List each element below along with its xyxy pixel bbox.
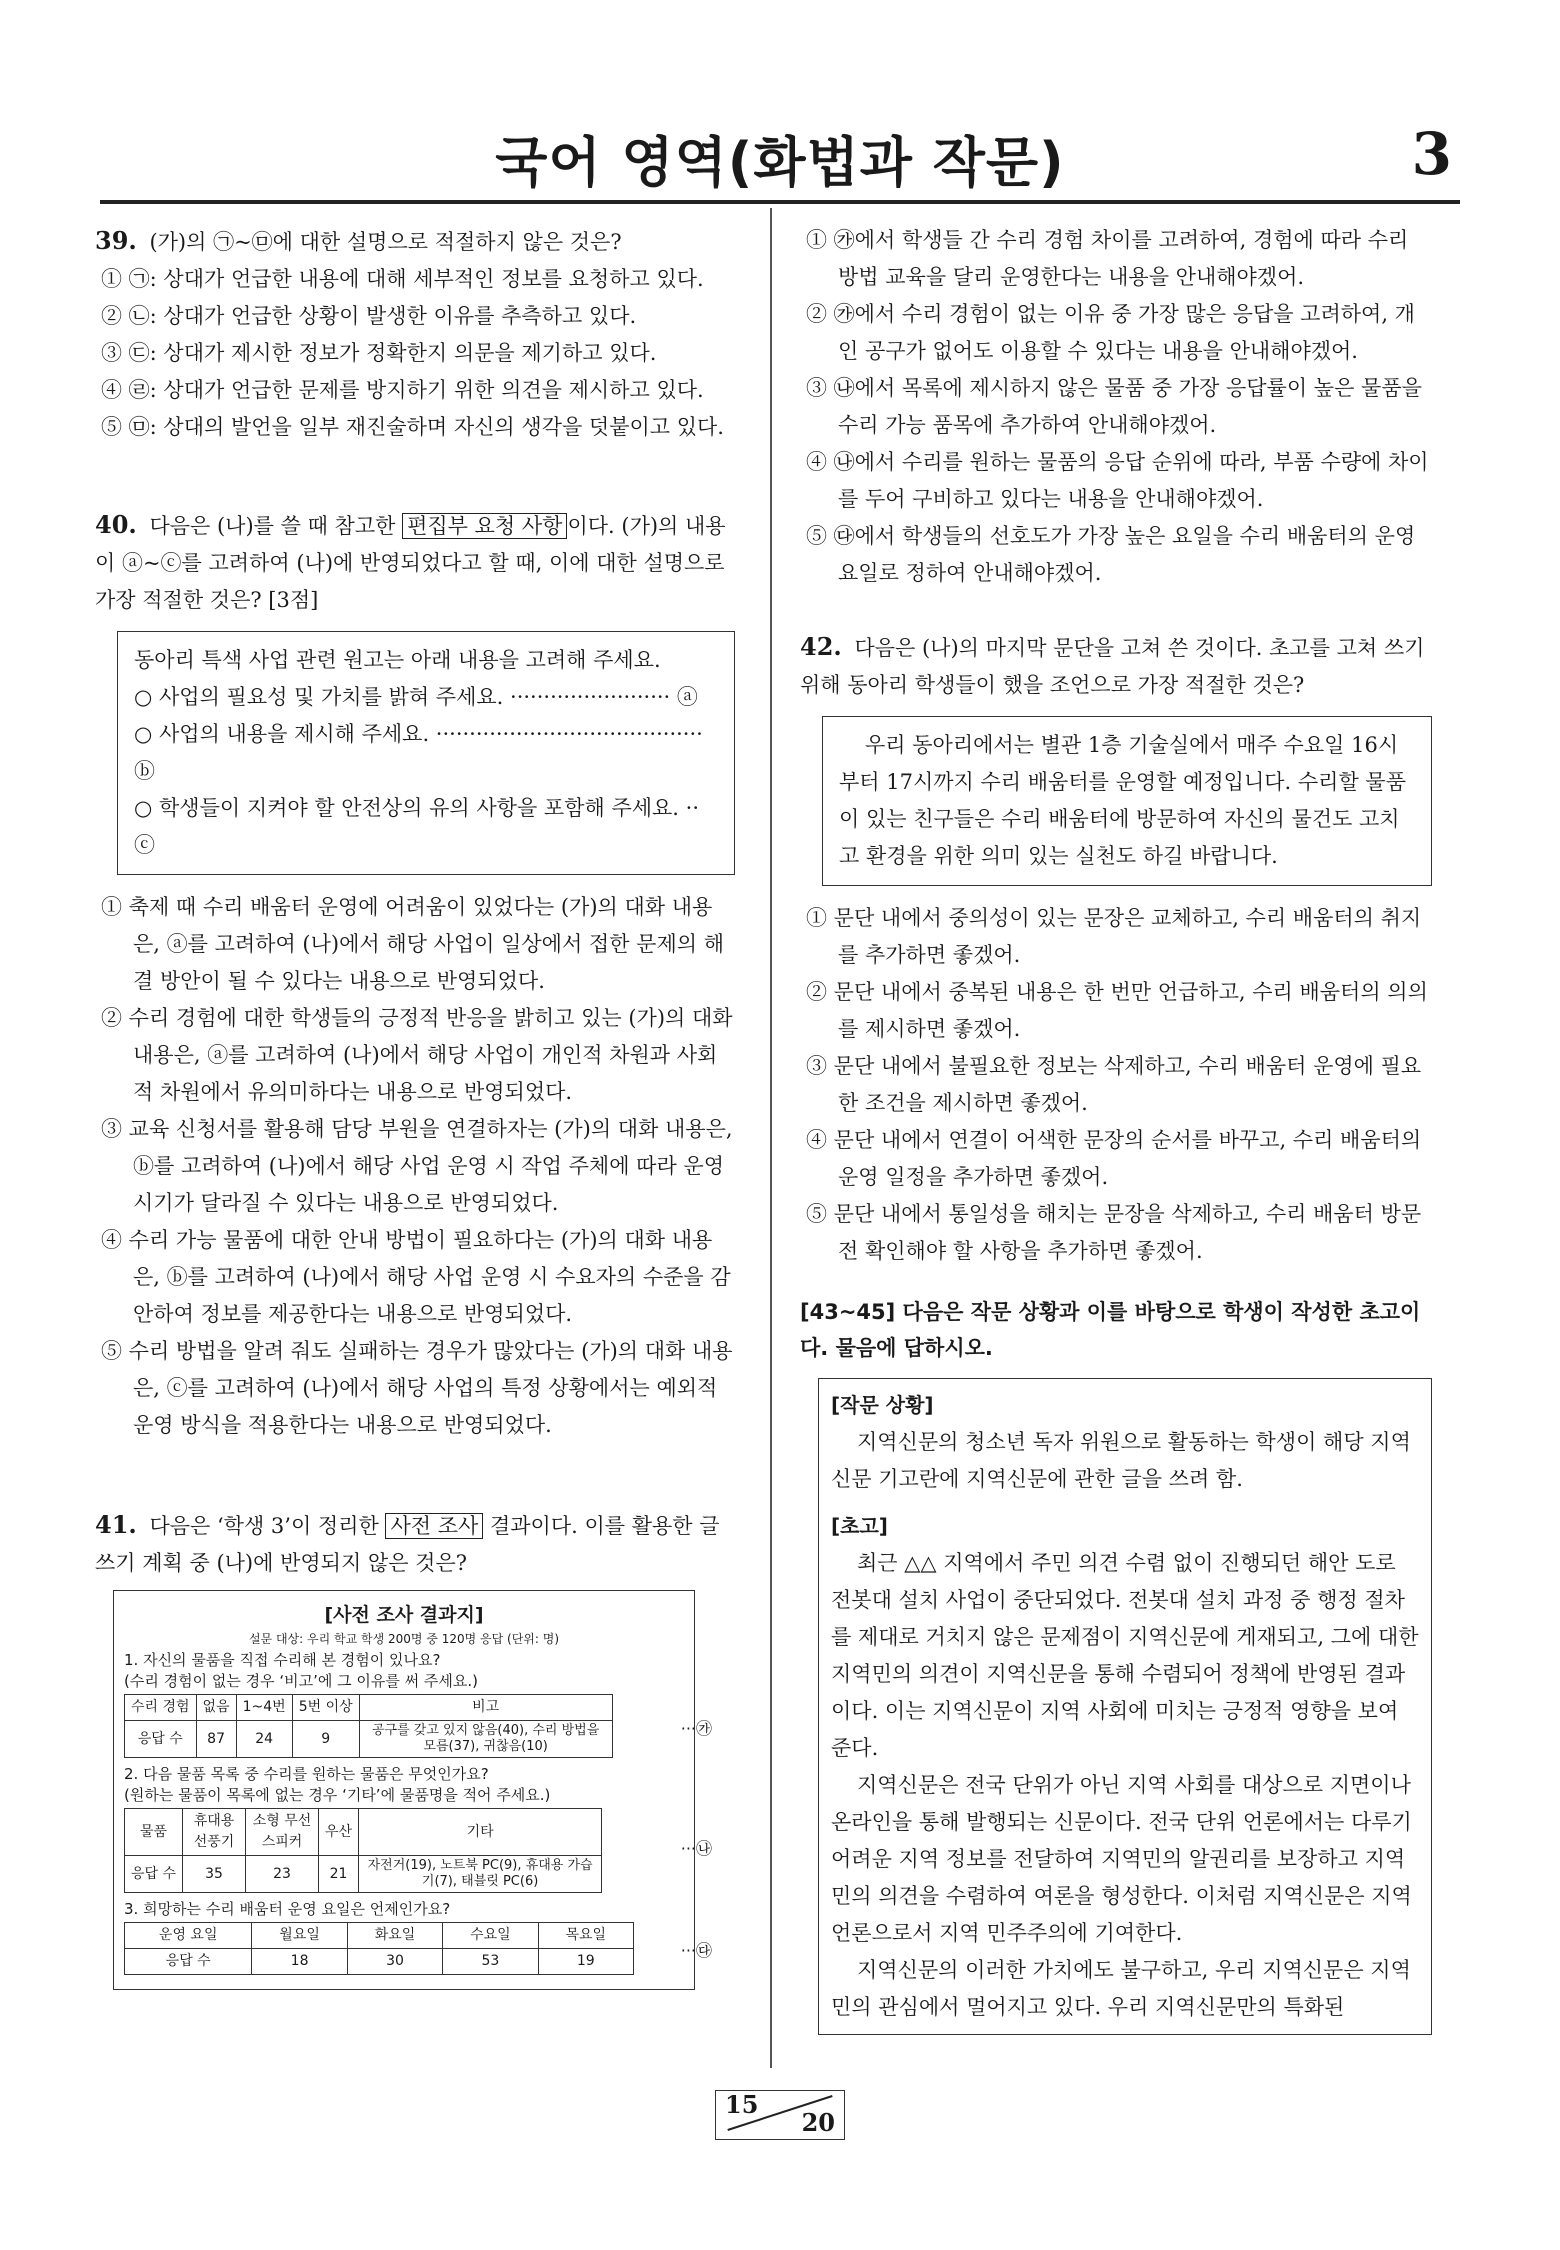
table-header: 운영 요일: [125, 1923, 252, 1949]
question-stem-pre: 다음은 (나)를 쓸 때 참고한: [149, 514, 396, 538]
table-cell: 응답 수: [125, 1949, 252, 1975]
option[interactable]: ② 수리 경험에 대한 학생들의 긍정적 반응을 밝히고 있는 (가)의 대화 내용은, ⓐ를 고려하여 (나)에서 해당 사업이 개인적 차원과 사회적 차원에서 유의미하다는 내용으로 반영되었다.: [101, 1006, 733, 1104]
survey-table-3: [124, 1922, 634, 1975]
survey-table-1-wrap: [124, 1694, 712, 1758]
table-cell: 응답 수: [125, 1856, 183, 1893]
page-number: 3: [1411, 120, 1452, 188]
boxed-term: 편집부 요청 사항: [402, 513, 567, 539]
option[interactable]: ⑤ 수리 방법을 알려 줘도 실패하는 경우가 많았다는 (가)의 대화 내용은, ⓒ를 고려하여 (나)에서 해당 사업의 특정 상황에서는 예외적 운영 방식을 적용한다는 내용으로 반영되었다.: [101, 1339, 733, 1437]
survey-sheet: [113, 1590, 712, 1990]
table-header: 우산: [319, 1809, 359, 1856]
situation-text: 지역신문의 청소년 독자 위원으로 활동하는 학생이 해당 지역신문 기고란에 지역신문에 관한 글을 쓰려 함.: [831, 1430, 1411, 1491]
question-stem: 다음은 (나)의 마지막 문단을 고쳐 쓴 것이다. 초고를 고쳐 쓰기 위해 동아리 학생들이 했을 조언으로 가장 적절한 것은?: [800, 636, 1425, 697]
mark-ga: ···㉮: [680, 1719, 712, 1738]
table-cell: 87: [196, 1721, 236, 1758]
question-number: 42.: [800, 632, 842, 661]
table-cell: 53: [443, 1949, 538, 1975]
page-footer: [715, 2090, 845, 2140]
option[interactable]: ① 문단 내에서 중의성이 있는 문장은 교체하고, 수리 배움터의 취지를 추가하면 좋겠어.: [806, 906, 1422, 967]
options-39: [95, 261, 735, 446]
survey-q3: 3. 희망하는 수리 배움터 운영 요일은 언제인가요?: [124, 1900, 451, 1918]
spacer: [800, 1270, 1432, 1294]
table-header: 휴대용 선풍기: [183, 1809, 246, 1856]
revised-paragraph: 우리 동아리에서는 별관 1층 기술실에서 매주 수요일 16시부터 17시까지 수리 배움터를 운영할 예정입니다. 수리할 물품이 있는 친구들은 수리 배움터에 방문하여 자신의 물건도 고치고 환경을 위한 의미 있는 실천도 하길 바랍니다.: [839, 733, 1406, 868]
table-header: 물품: [125, 1809, 183, 1856]
table-cell: 18: [252, 1949, 347, 1975]
box-line: ○ 사업의 내용을 제시해 주세요. ········································ ⓑ: [134, 722, 703, 783]
question-stem-post: 결과이다. 이를 활용한 글쓰기 계획 중 (나)에 반영되지 않은 것은?: [95, 1514, 720, 1575]
table-cell: 30: [347, 1949, 442, 1975]
table-header: 소형 무선 스피커: [246, 1809, 319, 1856]
survey-q2-note: (원하는 물품이 목록에 없는 경우 ‘기타’에 물품명을 적어 주세요.): [124, 1786, 551, 1804]
box-line: ○ 사업의 필요성 및 가치를 밝혀 주세요. ························ ⓐ: [134, 685, 698, 709]
boxed-term: 사전 조사: [385, 1513, 483, 1539]
box-line: ○ 학생들이 지켜야 할 안전상의 유의 사항을 포함해 주세요. ·· ⓒ: [134, 796, 700, 857]
table-header: 수리 경험: [125, 1695, 197, 1721]
situation-label: [작문 상황]: [831, 1393, 934, 1417]
spacer: [800, 592, 1432, 628]
option[interactable]: ③ 교육 신청서를 활용해 담당 부원을 연결하자는 (가)의 대화 내용은, ⓑ를 고려하여 (나)에서 해당 사업 운영 시 작업 주체에 따라 운영 시기가 달라질 수 있다는 내용으로 반영되었다.: [101, 1117, 733, 1215]
option[interactable]: ③ ㉢: 상대가 제시한 정보가 정확한지 의문을 제기하고 있다.: [101, 341, 657, 365]
survey-q2: 2. 다음 물품 목록 중 수리를 원하는 물품은 무엇인가요?: [124, 1765, 489, 1783]
question-number: 40.: [95, 510, 137, 539]
table-header: 5번 이상: [292, 1695, 359, 1721]
table-cell: 공구를 갖고 있지 않음(40), 수리 방법을 모름(37), 귀찮음(10): [359, 1721, 612, 1758]
table-cell: 23: [246, 1856, 319, 1893]
spacer: [95, 446, 735, 506]
table-header: 1~4번: [236, 1695, 292, 1721]
question-stem-pre: 다음은 ‘학생 3’이 정리한: [149, 1514, 379, 1538]
question-stem: (가)의 ㉠~㉤에 대한 설명으로 적절하지 않은 것은?: [149, 230, 622, 254]
survey-table-2-wrap: [124, 1808, 712, 1893]
options-42: [800, 900, 1432, 1270]
revised-paragraph-box: [822, 716, 1432, 886]
right-column: [800, 222, 1432, 2049]
option[interactable]: ④ ㉯에서 수리를 원하는 물품의 응답 순위에 따라, 부품 수량에 차이를 두어 구비하고 있다는 내용을 안내해야겠어.: [806, 450, 1429, 511]
table-cell: 19: [538, 1949, 633, 1975]
left-column: [95, 222, 735, 1990]
table-header: 화요일: [347, 1923, 442, 1949]
question-number: 39.: [95, 226, 137, 255]
question-41: [95, 1506, 735, 1582]
table-cell: 35: [183, 1856, 246, 1893]
question-39: [95, 222, 735, 261]
page-header: [100, 120, 1460, 204]
mark-na: ···㉯: [680, 1839, 712, 1858]
total-pages: 20: [801, 2108, 835, 2137]
table-cell: 21: [319, 1856, 359, 1893]
question-42: [800, 628, 1432, 704]
table-cell: 9: [292, 1721, 359, 1758]
table-header: 월요일: [252, 1923, 347, 1949]
table-cell: 24: [236, 1721, 292, 1758]
option[interactable]: ② ㉡: 상대가 언급한 상황이 발생한 이유를 추측하고 있다.: [101, 304, 637, 328]
spacer: [95, 1444, 735, 1506]
survey-q1-note: (수리 경험이 없는 경우 ‘비고’에 그 이유를 써 주세요.): [124, 1672, 478, 1690]
draft-paragraph: 최근 △△ 지역에서 주민 의견 수렴 없이 진행되던 해안 도로 전봇대 설치 사업이 중단되었다. 전봇대 설치 과정 중 행정 절차를 제대로 거치지 않은 문제점이 지역신문에 게재되고, 그에 대한 지역민의 의견이 지역신문을 통해 수렴되어 정책에 반영된 결과이다. 이는 지역신문이 지역 사회에 미치는 긍정적 영향을 보여 준다.: [831, 1551, 1419, 1760]
option[interactable]: ④ 문단 내에서 연결이 어색한 문장의 순서를 바꾸고, 수리 배움터의 운영 일정을 추가하면 좋겠어.: [806, 1128, 1422, 1189]
option[interactable]: ④ 수리 가능 물품에 대한 안내 방법이 필요하다는 (가)의 대화 내용은, ⓑ를 고려하여 (나)에서 해당 사업 운영 시 수요자의 수준을 감안하여 정보를 제공한다는 내용으로 반영되었다.: [101, 1228, 731, 1326]
option[interactable]: ② ㉮에서 수리 경험이 없는 이유 중 가장 많은 응답을 고려하여, 개인 공구가 없어도 이용할 수 있다는 내용을 안내해야겠어.: [806, 302, 1415, 363]
draft-paragraph: 지역신문의 이러한 가치에도 불구하고, 우리 지역신문은 지역민의 관심에서 멀어지고 있다. 우리 지역신문만의 특화된: [831, 1958, 1411, 2019]
draft-label: [초고]: [831, 1514, 888, 1538]
option[interactable]: ① 축제 때 수리 배움터 운영에 어려움이 있었다는 (가)의 대화 내용은, ⓐ를 고려하여 (나)에서 해당 사업이 일상에서 접한 문제의 해결 방안이 될 수 있다는 내용으로 반영되었다.: [101, 895, 725, 993]
options-41: [800, 222, 1432, 592]
survey-target: 설문 대상: 우리 학교 학생 200명 중 120명 응답 (단위: 명): [248, 1632, 560, 1646]
request-box: [117, 631, 735, 875]
option[interactable]: ④ ㉣: 상대가 언급한 문제를 방지하기 위한 의견을 제시하고 있다.: [101, 378, 704, 402]
question-number: 41.: [95, 1510, 137, 1539]
table-cell: 자전거(19), 노트북 PC(9), 휴대용 가습기(7), 태블릿 PC(6): [359, 1856, 602, 1893]
question-stem-post: 이다. (가)의 내용이 ⓐ~ⓒ를 고려하여 (나)에 반영되었다고 할 때, 이에 대한 설명으로 가장 적절한 것은? [3점]: [95, 514, 726, 612]
survey-q1: 1. 자신의 물품을 직접 수리해 본 경험이 있나요?: [124, 1651, 441, 1669]
table-header: 수요일: [443, 1923, 538, 1949]
option[interactable]: ① ㉮에서 학생들 간 수리 경험 차이를 고려하여, 경험에 따라 수리 방법 교육을 달리 운영한다는 내용을 안내해야겠어.: [806, 228, 1409, 289]
option[interactable]: ③ ㉯에서 목록에 제시하지 않은 물품 중 가장 응답률이 높은 물품을 수리 가능 품목에 추가하여 안내해야겠어.: [806, 376, 1422, 437]
option[interactable]: ① ㉠: 상대가 언급한 내용에 대해 세부적인 정보를 요청하고 있다.: [101, 267, 704, 291]
option[interactable]: ⑤ ㉰에서 학생들의 선호도가 가장 높은 요일을 수리 배움터의 운영 요일로 정하여 안내해야겠어.: [806, 524, 1416, 585]
survey-table-3-wrap: [124, 1922, 712, 1975]
options-40: [95, 889, 735, 1444]
survey-table-2: [124, 1808, 602, 1893]
mark-da: ···㉰: [680, 1941, 712, 1960]
box-line: 동아리 특색 사업 관련 원고는 아래 내용을 고려해 주세요.: [134, 648, 661, 672]
survey-table-1: [124, 1694, 613, 1758]
table-cell: 응답 수: [125, 1721, 197, 1758]
draft-paragraph: 지역신문은 전국 단위가 아닌 지역 사회를 대상으로 지면이나 온라인을 통해 발행되는 신문이다. 전국 단위 언론에서는 다루기 어려운 지역 정보를 전달하여 지역민의 알권리를 보장하고 지역민의 의견을 수렴하여 여론을 형성한다. 이처럼 지역신문은 지역 언론으로서 지역 민주주의에 기여한다.: [831, 1773, 1412, 1945]
table-header: 목요일: [538, 1923, 633, 1949]
question-40: [95, 506, 735, 619]
option[interactable]: ⑤ ㉤: 상대의 발언을 일부 재진술하며 자신의 생각을 덧붙이고 있다.: [101, 415, 724, 439]
table-header: 기타: [359, 1809, 602, 1856]
set-heading: [43~45] 다음은 작문 상황과 이를 바탕으로 학생이 작성한 초고이다. 물음에 답하시오.: [800, 1300, 1421, 1360]
column-divider: [770, 208, 772, 2068]
option[interactable]: ② 문단 내에서 중복된 내용은 한 번만 언급하고, 수리 배움터의 의의를 제시하면 좋겠어.: [806, 980, 1428, 1041]
current-page: 15: [725, 2090, 759, 2119]
option[interactable]: ⑤ 문단 내에서 통일성을 해치는 문장을 삭제하고, 수리 배움터 방문 전 확인해야 할 사항을 추가하면 좋겠어.: [806, 1202, 1422, 1263]
option[interactable]: ③ 문단 내에서 불필요한 정보는 삭제하고, 수리 배움터 운영에 필요한 조건을 제시하면 좋겠어.: [806, 1054, 1422, 1115]
table-header: 비고: [359, 1695, 612, 1721]
table-header: 없음: [196, 1695, 236, 1721]
passage-box: [818, 1378, 1432, 2035]
survey-title: [사전 조사 결과지]: [324, 1604, 484, 1626]
section-title: 국어 영역(화법과 작문): [495, 131, 1065, 194]
